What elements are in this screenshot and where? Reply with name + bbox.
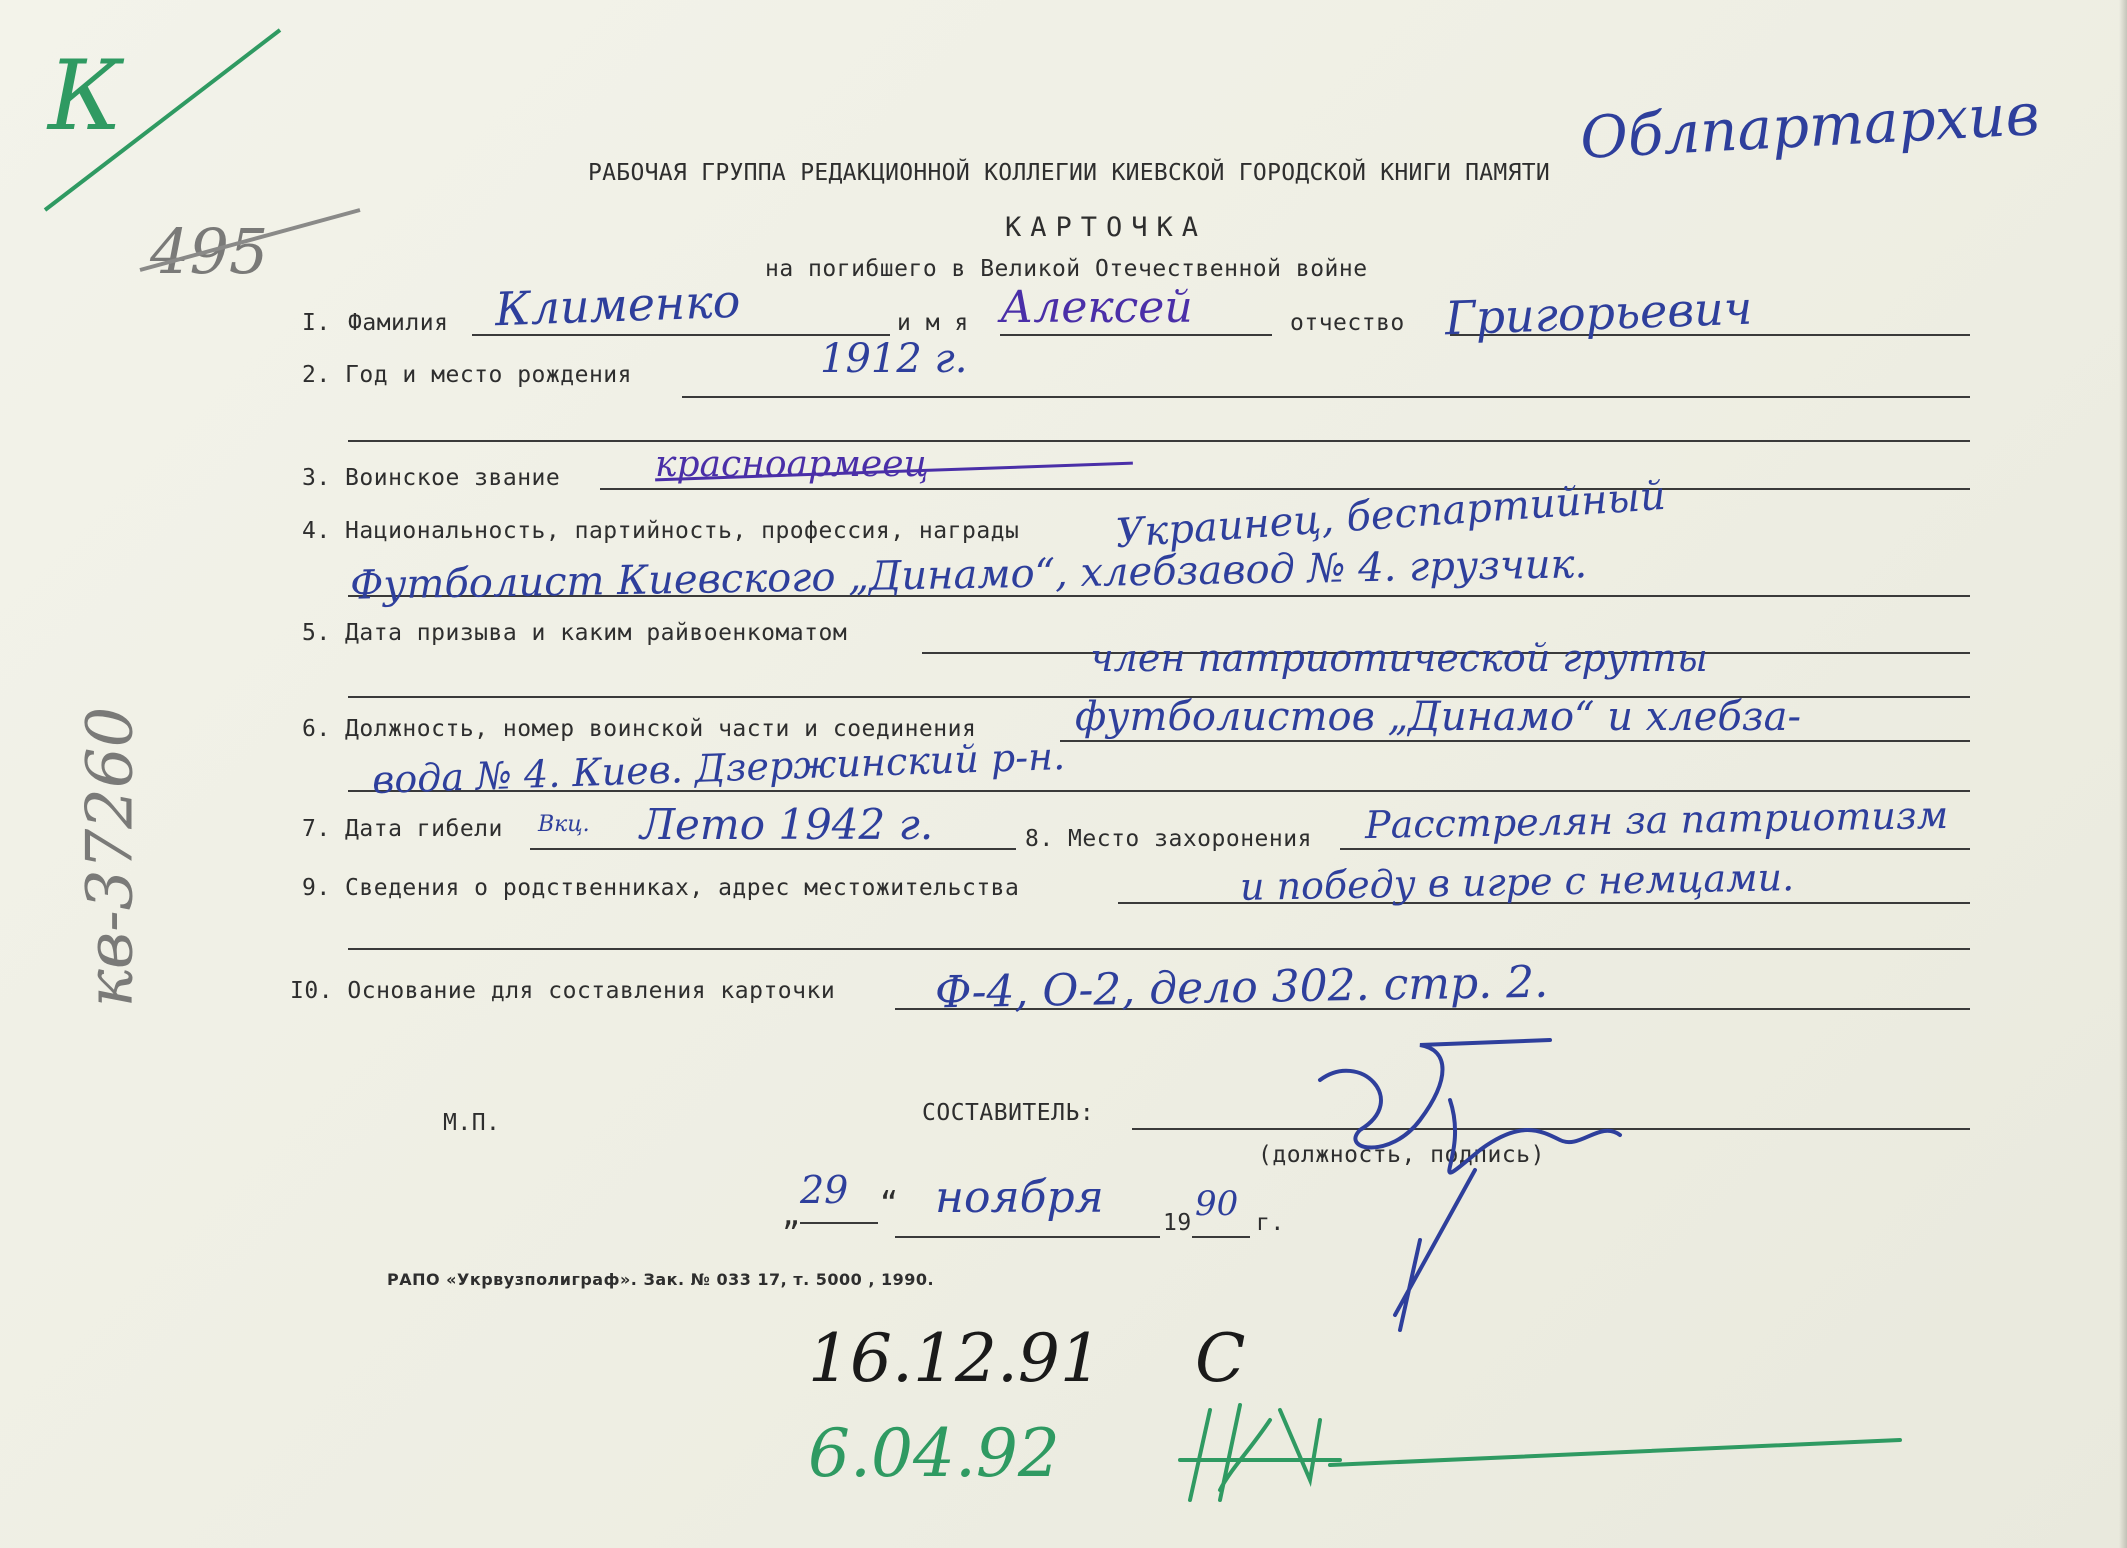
month-line — [895, 1236, 1160, 1238]
field-10-label: I0. Основание для составления карточки — [290, 978, 836, 1004]
hw-profession: Футболист Киевского „Динамо“, хлебзавод № 4. грузчик. — [349, 541, 1588, 609]
field-6-line — [1060, 740, 1970, 742]
hw-number-495: 495 — [150, 215, 269, 288]
field-4-label: 4. Национальность, партийность, профессия, награды — [302, 518, 1020, 544]
card-subtitle: на погибшего в Великой Отечественной войне — [765, 256, 1368, 282]
surname-label: Фамилия — [348, 310, 449, 336]
hw-birth-year: 1912 г. — [820, 336, 968, 382]
patronymic-label: отчество — [1290, 310, 1405, 336]
quote-close: “ — [880, 1186, 899, 1221]
hw-month: ноября — [935, 1172, 1104, 1223]
day-line — [800, 1222, 878, 1224]
hw-date-1-mark: С — [1195, 1320, 1246, 1397]
hw-nationality: Украинец, беспартийный — [1114, 472, 1668, 558]
green-stroke — [30, 20, 290, 220]
hw-basis: Ф-4, О-2, дело 302. стр. 2. — [934, 956, 1549, 1019]
org-header: РАБОЧАЯ ГРУППА РЕДАКЦИОННОЙ КОЛЛЕГИИ КИЕВСКОЙ ГОРОДСКОЙ КНИГИ ПАМЯТИ — [588, 160, 1551, 186]
hw-archive-stamp: Облпартархив — [1578, 80, 2041, 172]
year-line — [1192, 1236, 1250, 1238]
field-9-label: 9. Сведения о родственниках, адрес местожительства — [302, 875, 1020, 901]
name-label: и м я — [897, 310, 969, 336]
hw-burial-1: Расстрелян за патриотизм — [1364, 792, 1949, 848]
card-title: КАРТОЧКА — [1005, 212, 1208, 243]
hw-address: вода № 4. Киев. Дзержинский р-н. — [371, 733, 1066, 803]
field-3-line — [600, 488, 1970, 490]
stamp-place-label: М.П. — [443, 1110, 501, 1136]
hw-burial-2: и победу в игре с немцами. — [1239, 855, 1795, 909]
compiler-signature — [1300, 1040, 1680, 1340]
hw-group: член патриотической группы — [1090, 636, 1708, 680]
burial-line — [1340, 848, 1970, 850]
quote-open: „ — [782, 1198, 801, 1233]
hw-day: 29 — [800, 1168, 849, 1212]
field-2-line — [682, 396, 1970, 398]
hw-patronymic: Григорьевич — [1444, 280, 1754, 346]
field-2-line-2 — [348, 440, 1970, 442]
hw-rank-struck: красноармеец — [655, 444, 929, 485]
hw-footballers: футболистов „Динамо“ и хлебза- — [1075, 694, 1801, 740]
year-suffix: г. — [1256, 1210, 1285, 1236]
hw-death-prefix: Вкц. — [538, 812, 590, 837]
field-7-label: 7. Дата гибели — [302, 816, 503, 842]
compiler-label: СОСТАВИТЕЛЬ: — [922, 1100, 1095, 1126]
hw-year: 90 — [1195, 1184, 1239, 1224]
field-5-label: 5. Дата призыва и каким райвоенкоматом — [302, 620, 848, 646]
field-8-label: 8. Место захоронения — [1025, 826, 1312, 852]
field-2-label: 2. Год и место рождения — [302, 362, 632, 388]
field-6-label: 6. Должность, номер воинской части и соединения — [302, 716, 977, 742]
pencil-stroke — [130, 200, 370, 280]
hw-death-date: Лето 1942 г. — [640, 800, 934, 849]
hw-date-1: 16.12.91 — [808, 1320, 1102, 1397]
hw-letter-k: К — [48, 40, 123, 152]
hw-side-code: кв-37260 — [73, 706, 148, 1008]
name-line — [1000, 334, 1272, 336]
hw-date-2: 6.04.92 — [808, 1415, 1060, 1492]
field-3-label: 3. Воинское звание — [302, 465, 561, 491]
year-prefix: 19 — [1163, 1210, 1192, 1236]
printer-imprint: РАПО «Укрвузполиграф». Зак. № 033 17, т. 5000 , 1990. — [387, 1270, 935, 1289]
hw-name: Алексей — [1000, 282, 1193, 333]
green-initials — [1180, 1390, 1900, 1510]
position-sign-label: (должность, подпись) — [1258, 1142, 1545, 1168]
field-9-line-2 — [348, 948, 1970, 950]
hw-surname: Клименко — [494, 273, 742, 337]
field-1-number: I. — [302, 310, 331, 336]
